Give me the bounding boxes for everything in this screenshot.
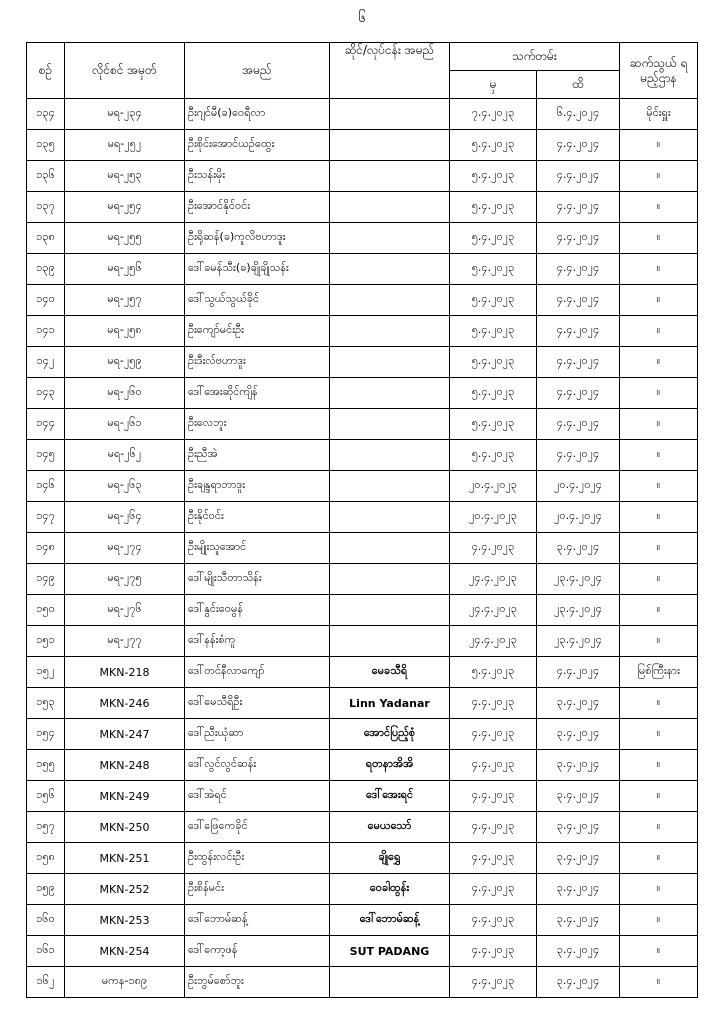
cell-from: ၅.၄.၂၀၂၃ [450,657,537,688]
cell-from: ၂၄.၄.၂၀၂၃ [450,564,537,595]
cell-from: ၄.၄.၂၀၂၃ [450,843,537,874]
cell-to: ၄.၄.၂၀၂၄ [537,223,620,254]
cell-name: ဒေါ်မျိုးသီတာသိန်း [185,564,330,595]
cell-from: ၄.၄.၂၀၂၃ [450,688,537,719]
cell-station: ။ [620,130,698,161]
cell-name: ဒေါ်နွင်းဝေမွန် [185,595,330,626]
cell-station: မိုင်းရှူး [620,99,698,130]
table-row [27,781,698,812]
table-row [27,688,698,719]
cell-serial: ၁၃၇ [27,192,65,223]
cell-station: ။ [620,781,698,812]
table-row [27,285,698,316]
cell-license-no: မရ-၂၆၄ [65,502,185,533]
cell-to: ၃.၄.၂၀၂၄ [537,750,620,781]
table-row [27,161,698,192]
table-row [27,409,698,440]
table-row [27,130,698,161]
cell-to: ၃.၄.၂၀၂၄ [537,812,620,843]
cell-to: ၄.၄.၂၀၂၄ [537,192,620,223]
cell-shop-name [330,533,450,564]
table-row [27,440,698,471]
cell-serial: ၁၅၃ [27,688,65,719]
table-row [27,719,698,750]
cell-serial: ၁၆၁ [27,936,65,967]
cell-license-no: MKN-247 [65,719,185,750]
cell-license-no: မရ-၂၅၅ [65,223,185,254]
cell-shop-name [330,626,450,657]
cell-serial: ၁၆၀ [27,905,65,936]
cell-name: ဦးညီအဲ [185,440,330,471]
cell-name: ဒေါ်နန်းစံကူ [185,626,330,657]
cell-shop-name: ရတနာအိအိ [330,750,450,781]
cell-station: ။ [620,905,698,936]
cell-name: ဒေါ်ဖြေကေခိုင် [185,812,330,843]
cell-license-no: မရ-၂၇၅ [65,564,185,595]
cell-license-no: မရ-၂၇၇ [65,626,185,657]
cell-serial: ၁၅၂ [27,657,65,688]
cell-to: ၃.၄.၂၀၂၄ [537,936,620,967]
page-number: ၆ [358,10,366,26]
cell-from: ၄.၄.၂၀၂၃ [450,781,537,812]
table-row [27,502,698,533]
table-row [27,533,698,564]
cell-license-no: MKN-248 [65,750,185,781]
cell-license-no: မရ-၂၆၀ [65,378,185,409]
cell-from: ၅.၄.၂၀၂၃ [450,285,537,316]
cell-shop-name: မေယသော် [330,812,450,843]
table-row [27,378,698,409]
cell-shop-name [330,409,450,440]
cell-name: ဒေါ်အဲရင် [185,781,330,812]
cell-to: ၃.၄.၂၀၂၄ [537,843,620,874]
cell-station: ။ [620,874,698,905]
header-from: မှ [450,71,537,99]
cell-from: ၄.၄.၂၀၂၃ [450,874,537,905]
cell-name: ဒေါ်လွင်လွင်ဆန်း [185,750,330,781]
cell-shop-name [330,595,450,626]
cell-to: ၄.၄.၂၀၂၄ [537,440,620,471]
cell-to: ၃.၄.၂၀၂၄ [537,719,620,750]
cell-station: ။ [620,812,698,843]
cell-from: ၅.၄.၂၀၂၃ [450,409,537,440]
cell-shop-name [330,192,450,223]
cell-from: ၅.၄.၂၀၂၃ [450,192,537,223]
cell-shop-name [330,130,450,161]
table-row [27,595,698,626]
cell-station: ။ [620,471,698,502]
cell-station: ။ [620,750,698,781]
cell-serial: ၁၆၂ [27,967,65,998]
cell-to: ၄.၄.၂၀၂၄ [537,130,620,161]
header-serial: စဉ် [27,43,65,99]
cell-shop-name: ဒေါ်အေးရင် [330,781,450,812]
table-row [27,99,698,130]
header-row [27,43,698,71]
cell-from: ၄.၄.၂၀၂၃ [450,812,537,843]
cell-license-no: MKN-250 [65,812,185,843]
cell-to: ၃.၄.၂၀၂၄ [537,688,620,719]
cell-name: ဒေါ်ခမန်သီး(ခ)ချိုချိုသန်း [185,254,330,285]
cell-shop-name: ဒေါ်ဘောမ်ဆန့် [330,905,450,936]
cell-to: ၂၃.၄.၂၀၂၄ [537,595,620,626]
cell-name: ဒေါ်အေးဆိုင်ကျိန် [185,378,330,409]
cell-serial: ၁၄၇ [27,502,65,533]
cell-shop-name [330,378,450,409]
cell-serial: ၁၅၀ [27,595,65,626]
cell-serial: ၁၅၄ [27,719,65,750]
cell-station: ။ [620,192,698,223]
cell-station: ။ [620,936,698,967]
cell-station: ။ [620,409,698,440]
cell-to: ၂၀.၄.၂၀၂၄ [537,502,620,533]
cell-name: ဦးဒီးလ်ဗဟာဒူး [185,347,330,378]
cell-from: ၅.၄.၂၀၂၃ [450,130,537,161]
cell-shop-name [330,471,450,502]
cell-name: ဒေါ်ဘောမ်ဆန့် [185,905,330,936]
table-row [27,874,698,905]
cell-from: ၂၀.၄.၂၀၂၃ [450,471,537,502]
cell-shop-name [330,223,450,254]
cell-serial: ၁၄၅ [27,440,65,471]
cell-serial: ၁၃၈ [27,223,65,254]
cell-license-no: မရ-၂၃၄ [65,99,185,130]
cell-name: ဦးကျော်မင်းဦး [185,316,330,347]
cell-name: ဦးချန္ဒရာဘာဒူး [185,471,330,502]
cell-serial: ၁၃၅ [27,130,65,161]
header-shop-name: ဆိုင်/လုပ်ငန်း အမည် [330,43,450,99]
cell-name: ဒေါ်ကော့ဖန် [185,936,330,967]
cell-name: ဦးမျိုးသူအောင် [185,533,330,564]
cell-shop-name: SUT PADANG [330,936,450,967]
cell-license-no: မကန-၁၈၉ [65,967,185,998]
table-row [27,626,698,657]
cell-from: ၇.၄.၂၀၂၃ [450,99,537,130]
cell-to: ၂၃.၄.၂၀၂၄ [537,626,620,657]
cell-from: ၅.၄.၂၀၂၃ [450,347,537,378]
cell-shop-name [330,347,450,378]
table-body [27,99,698,998]
cell-license-no: မရ-၂၇၆ [65,595,185,626]
table-row [27,843,698,874]
table-row [27,905,698,936]
cell-name: ဦးရိုဆန်(ခ)ကူလိဗဟာဒူး [185,223,330,254]
cell-shop-name: မေခသီရိ [330,657,450,688]
cell-shop-name [330,254,450,285]
cell-to: ၃.၄.၂၀၂၄ [537,533,620,564]
cell-shop-name: Linn Yadanar [330,688,450,719]
cell-station: ။ [620,285,698,316]
cell-to: ၆.၄.၂၀၂၄ [537,99,620,130]
table-row [27,471,698,502]
table-row [27,192,698,223]
cell-serial: ၁၃၆ [27,161,65,192]
cell-to: ၄.၄.၂၀၂၄ [537,378,620,409]
cell-name: ဦးလေဘူး [185,409,330,440]
cell-to: ၃.၄.၂၀၂၄ [537,905,620,936]
cell-shop-name [330,440,450,471]
cell-serial: ၁၅၆ [27,781,65,812]
cell-from: ၅.၄.၂၀၂၃ [450,254,537,285]
cell-license-no: မရ-၂၅၃ [65,161,185,192]
cell-serial: ၁၅၇ [27,812,65,843]
cell-license-no: မရ-၂၆၁ [65,409,185,440]
cell-station: ။ [620,843,698,874]
cell-station: ။ [620,347,698,378]
cell-to: ၃.၄.၂၀၂၄ [537,874,620,905]
header-station: ဆက်သွယ် ရမည့်ဌာန [620,43,698,99]
cell-station: ။ [620,223,698,254]
header-validity: သက်တမ်း [450,43,620,71]
cell-to: ၂၀.၄.၂၀၂၄ [537,471,620,502]
cell-station: ။ [620,161,698,192]
cell-serial: ၁၃၉ [27,254,65,285]
cell-license-no: MKN-251 [65,843,185,874]
table-row [27,254,698,285]
table-row [27,347,698,378]
cell-license-no: MKN-249 [65,781,185,812]
cell-from: ၅.၄.၂၀၂၃ [450,223,537,254]
cell-name: ဦးထွန်းလင်းဦး [185,843,330,874]
table-row [27,967,698,998]
cell-station: ။ [620,626,698,657]
cell-station: ။ [620,595,698,626]
cell-station: ။ [620,440,698,471]
cell-shop-name: ချိုရွှေ [330,843,450,874]
cell-to: ၄.၄.၂၀၂၄ [537,347,620,378]
cell-license-no: မရ-၂၅၇ [65,285,185,316]
cell-shop-name [330,316,450,347]
cell-to: ၄.၄.၂၀၂၄ [537,657,620,688]
cell-serial: ၁၃၄ [27,99,65,130]
cell-shop-name [330,502,450,533]
table-row [27,564,698,595]
table-row [27,657,698,688]
cell-serial: ၁၄၃ [27,378,65,409]
cell-name: ဦးစိန်မင်း [185,874,330,905]
cell-from: ၄.၄.၂၀၂၃ [450,967,537,998]
cell-to: ၄.၄.၂၀၂၄ [537,409,620,440]
cell-from: ၄.၄.၂၀၂၃ [450,533,537,564]
cell-to: ၃.၄.၂၀၂၄ [537,967,620,998]
cell-shop-name [330,285,450,316]
cell-license-no: MKN-252 [65,874,185,905]
cell-serial: ၁၅၉ [27,874,65,905]
header-to: ထိ [537,71,620,99]
cell-from: ၄.၄.၂၀၂၃ [450,905,537,936]
cell-license-no: မရ-၂၅၄ [65,192,185,223]
cell-station: ။ [620,719,698,750]
cell-serial: ၁၄၄ [27,409,65,440]
cell-station: ။ [620,316,698,347]
cell-shop-name [330,967,450,998]
cell-serial: ၁၄၁ [27,316,65,347]
cell-to: ၄.၄.၂၀၂၄ [537,316,620,347]
cell-license-no: MKN-246 [65,688,185,719]
cell-to: ၄.၄.၂၀၂၄ [537,285,620,316]
cell-name: ဦးနိုင်ဝင်း [185,502,330,533]
cell-name: ဦးဘွမ်စော်ဘူး [185,967,330,998]
cell-to: ၄.၄.၂၀၂၄ [537,161,620,192]
cell-shop-name [330,564,450,595]
cell-from: ၂၄.၄.၂၀၂၃ [450,595,537,626]
cell-name: ဒေါ်တင်နီလာကျော် [185,657,330,688]
cell-from: ၄.၄.၂၀၂၃ [450,719,537,750]
table-row [27,750,698,781]
cell-license-no: မရ-၂၆၂ [65,440,185,471]
cell-station: ။ [620,533,698,564]
cell-station: ။ [620,688,698,719]
cell-shop-name: ဝေခါထွန်း [330,874,450,905]
license-table [26,42,698,998]
cell-to: ၄.၄.၂၀၂၄ [537,254,620,285]
cell-from: ၅.၄.၂၀၂၃ [450,440,537,471]
cell-name: ဦးစိုင်းအောင်ယဉ်ထွေး [185,130,330,161]
cell-station: ။ [620,254,698,285]
table-row [27,316,698,347]
cell-license-no: မရ-၂၆၃ [65,471,185,502]
header-name: အမည် [185,43,330,99]
cell-license-no: MKN-218 [65,657,185,688]
cell-from: ၄.၄.၂၀၂၃ [450,750,537,781]
table-row [27,223,698,254]
cell-from: ၅.၄.၂၀၂၃ [450,161,537,192]
table-row [27,936,698,967]
cell-name: ဦးဂျင်မီ(ခ)ဝေရီလာ [185,99,330,130]
cell-from: ၄.၄.၂၀၂၃ [450,936,537,967]
cell-name: ဦးအောင်နိုင်ဝင်း [185,192,330,223]
cell-serial: ၁၅၅ [27,750,65,781]
table-row [27,812,698,843]
cell-license-no: မရ-၂၅၂ [65,130,185,161]
cell-from: ၅.၄.၂၀၂၃ [450,378,537,409]
cell-from: ၂၄.၄.၂၀၂၃ [450,626,537,657]
cell-shop-name [330,161,450,192]
cell-name: ဒေါ်ညီးယုံဆာ [185,719,330,750]
cell-serial: ၁၅၈ [27,843,65,874]
cell-name: ဦးသန်းမိုး [185,161,330,192]
cell-license-no: မရ-၂၅၉ [65,347,185,378]
cell-from: ၂၀.၄.၂၀၂၃ [450,502,537,533]
cell-license-no: MKN-253 [65,905,185,936]
cell-station: ။ [620,967,698,998]
cell-license-no: MKN-254 [65,936,185,967]
cell-license-no: မရ-၂၇၄ [65,533,185,564]
cell-shop-name [330,99,450,130]
cell-name: ဒေါ်မေသီရိဦး [185,688,330,719]
cell-license-no: မရ-၂၅၈ [65,316,185,347]
cell-serial: ၁၄၈ [27,533,65,564]
cell-to: ၃.၄.၂၀၂၄ [537,781,620,812]
cell-serial: ၁၄၀ [27,285,65,316]
cell-station: မြစ်ကြီးနား [620,657,698,688]
cell-to: ၂၃.၄.၂၀၂၄ [537,564,620,595]
cell-serial: ၁၄၂ [27,347,65,378]
cell-station: ။ [620,564,698,595]
cell-shop-name: အောင်ပြည့်စုံ [330,719,450,750]
cell-station: ။ [620,378,698,409]
cell-station: ။ [620,502,698,533]
cell-serial: ၁၄၉ [27,564,65,595]
header-license-no: လိုင်စင် အမှတ် [65,43,185,99]
cell-license-no: မရ-၂၅၆ [65,254,185,285]
cell-name: ဒေါ်သွယ်သွယ်ခိုင် [185,285,330,316]
cell-serial: ၁၅၁ [27,626,65,657]
cell-serial: ၁၄၆ [27,471,65,502]
cell-from: ၅.၄.၂၀၂၃ [450,316,537,347]
